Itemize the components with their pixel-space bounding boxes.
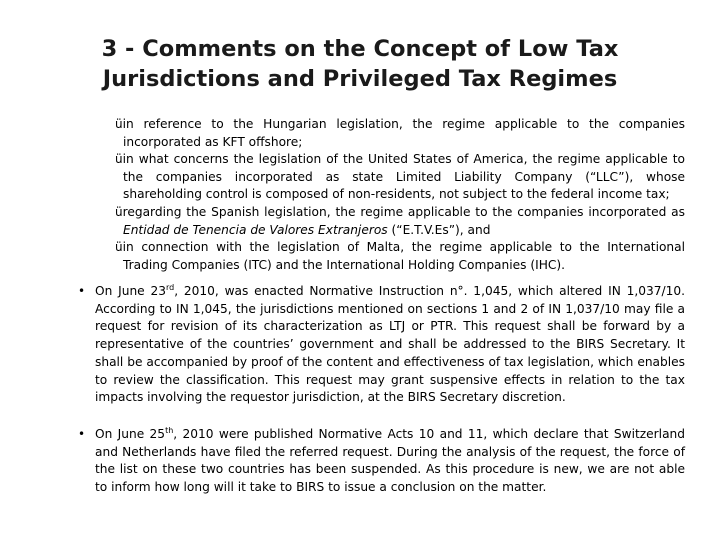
checkmark-item-hungary: [115, 116, 685, 151]
checkmark-item-text: in reference to the Hungarian legislation, the regime applicable to the companies incorporated as KFT offshore;: [122, 117, 685, 149]
bullet-icon: •: [78, 426, 86, 441]
bullet-list: [78, 283, 685, 497]
slide-title-line-2: Jurisdictions and Privileged Tax Regimes: [102, 66, 618, 92]
checkmark-icon: ü: [115, 204, 123, 219]
checkmark-list: [115, 116, 685, 274]
bullet-paragraph-june-23: [78, 283, 685, 407]
checkmark-item-text: in what concerns the legislation of the United States of America, the regime applicable to the companies incorporated as state Limited Liability Company (“LLC”), whose shareholding control is composed of non-residents, not subject to the federal income tax;: [122, 152, 685, 202]
ordinal-suffix: th: [165, 425, 174, 435]
paragraph-text-start: On June 25: [95, 426, 166, 441]
ordinal-suffix: rd: [165, 283, 175, 292]
paragraph-text-start: On June 23: [95, 284, 166, 298]
checkmark-icon: ü: [115, 152, 123, 167]
checkmark-icon: ü: [115, 117, 123, 131]
paragraph-text-rest: , 2010, was enacted Normative Instruction n°. 1,045, which altered IN 1,037/10. According to IN 1,045, the jurisdictions mentioned on sections 1 and 2 of IN 1,037/10 may file a request for revision of its characterization as LTJ or PTR. This request shall be forward by a representative of the countries’ government and shall be addressed to the BIRS Secretary. It shall be accompanied by proof of the content and effectiveness of tax legislation, which enables to review the classification. This request may grant suspensive effects in relation to the tax impacts involving the requestor jurisdiction, at the BIRS Secretary discretion.: [95, 284, 685, 405]
bullet-paragraph-june-25: [78, 426, 685, 497]
paragraph-text-rest: , 2010 were published Normative Acts 10 and 11, which declare that Switzerland and Netherlands have filed the referred request. During the analysis of the request, the force of the list on these two countries has been suspended. As this procedure is new, we are not able to inform how long will it take to BIRS to issue a conclusion on the matter.: [95, 426, 685, 495]
checkmark-icon: ü: [115, 240, 123, 255]
checkmark-item-malta: [115, 239, 685, 274]
checkmark-item-text-end: (“E.T.V.Es”), and: [387, 222, 491, 237]
checkmark-item-usa: [115, 151, 685, 204]
checkmark-item-text: in connection with the legislation of Malta, the regime applicable to the International Trading Companies (ITC) and the International Holding Companies (IHC).: [122, 240, 685, 272]
slide-title: [0, 34, 720, 94]
slide-title-line-1: 3 - Comments on the Concept of Low Tax: [101, 36, 619, 62]
checkmark-item-text: regarding the Spanish legislation, the regime applicable to the companies incorporated as: [122, 204, 685, 219]
checkmark-item-spain: [115, 204, 685, 239]
bullet-icon: •: [78, 284, 86, 298]
checkmark-item-italic-text: Entidad de Tenencia de Valores Extranjeros: [123, 222, 388, 237]
